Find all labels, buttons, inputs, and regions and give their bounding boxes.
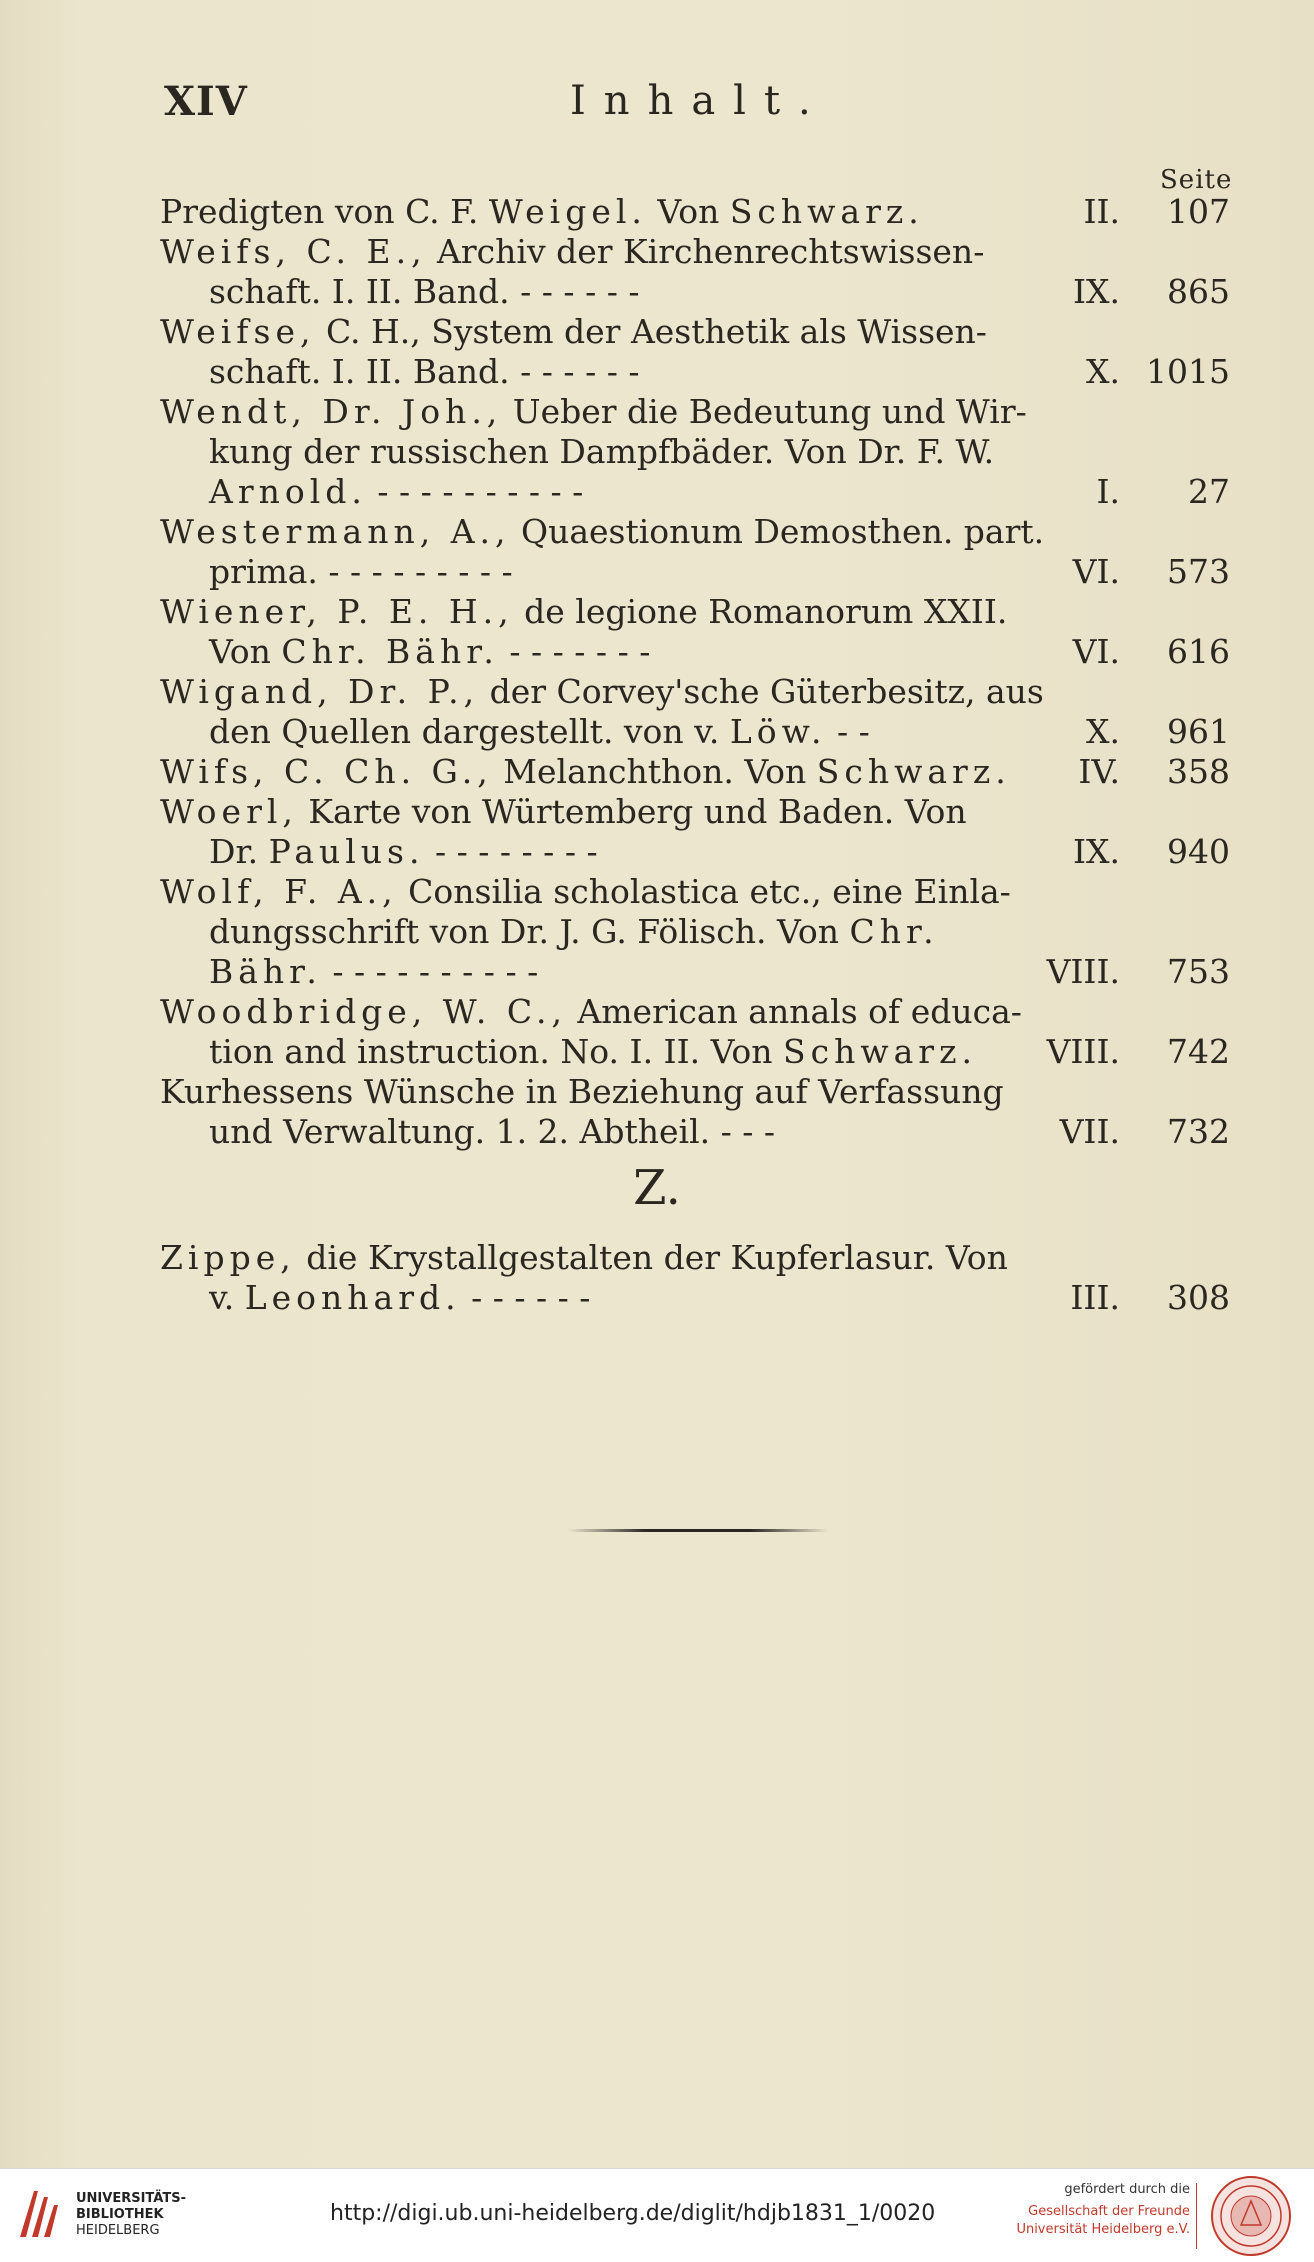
entry-page: 107	[1167, 192, 1230, 231]
entry-line	[160, 512, 1230, 552]
index-entry	[160, 592, 1230, 672]
entry-line	[160, 192, 1230, 232]
entry-page: 961	[1167, 712, 1230, 751]
entry-text: - -	[826, 712, 870, 751]
entry-name-spaced: Woodbridge, W. C.,	[160, 992, 567, 1031]
index-entry	[160, 192, 1230, 232]
entry-text: Karte von Würtemberg und Baden. Von	[297, 792, 967, 831]
entry-line	[160, 592, 1230, 632]
entry-text: den Quellen dargestellt. von v.	[209, 712, 730, 751]
entry-line	[160, 1278, 1230, 1318]
entry-text: Kurhessens Wünsche in Beziehung auf Verfassung	[160, 1072, 1004, 1111]
index-entry	[160, 752, 1230, 792]
entry-page: 358	[1167, 752, 1230, 791]
entry-line	[160, 992, 1230, 1032]
entry-line	[160, 1032, 1230, 1072]
entry-volume: III.	[1070, 1278, 1120, 1317]
entry-text: Von	[209, 632, 282, 671]
entry-name-spaced: Paulus.	[268, 832, 425, 871]
entry-page: 732	[1167, 1112, 1230, 1151]
entry-page: 573	[1167, 552, 1230, 591]
entry-line	[160, 232, 1230, 272]
entry-page: 753	[1167, 952, 1230, 991]
entry-volume: X.	[1086, 352, 1120, 391]
entry-name-spaced: Schwarz.	[783, 1032, 977, 1071]
entry-line	[160, 272, 1230, 312]
entry-volume: VII.	[1059, 1112, 1120, 1151]
page-column-label: Seite	[1160, 165, 1233, 195]
entry-text: - - - - - - - - - -	[366, 472, 584, 511]
entry-text: Dr.	[209, 832, 269, 871]
entry-name-spaced: Wendt, Dr. Joh.,	[160, 392, 503, 431]
entry-name-spaced: Bähr.	[209, 952, 322, 991]
entry-volume: IV.	[1078, 752, 1120, 791]
entry-text: American annals of educa-	[566, 992, 1022, 1031]
index-entry	[160, 672, 1230, 752]
entry-line	[160, 752, 1230, 792]
entry-page: 940	[1167, 832, 1230, 871]
library-name-line: BIBLIOTHEK	[76, 2207, 164, 2222]
entry-text: v.	[209, 1278, 245, 1317]
entry-volume: IX.	[1072, 272, 1120, 311]
index-entries-z	[160, 1238, 1230, 1318]
entry-page: 742	[1167, 1032, 1230, 1071]
index-entry	[160, 512, 1230, 592]
entry-line	[160, 952, 1230, 992]
entry-text: Ueber die Bedeutung und Wir-	[502, 392, 1027, 431]
entry-text: C. H., System der Aesthetik als Wissen-	[315, 312, 987, 351]
entry-line	[160, 1112, 1230, 1152]
end-rule	[568, 1528, 828, 1534]
page-header	[160, 78, 1240, 138]
entry-line	[160, 1072, 1230, 1112]
entry-text: - - - - - - -	[498, 632, 651, 671]
entry-text: - - - - - - - -	[424, 832, 598, 871]
entry-line	[160, 632, 1230, 672]
entry-name-spaced: Arnold.	[209, 472, 367, 511]
entry-volume: VIII.	[1046, 952, 1120, 991]
entry-page: 27	[1188, 472, 1230, 511]
entry-name-spaced: Wiener, P. E. H.,	[160, 592, 514, 631]
entry-text: kung der russischen Dampfbäder. Von Dr. F. W.	[209, 432, 995, 471]
entry-page: 1015	[1146, 352, 1230, 391]
entry-text: Von	[646, 192, 730, 231]
page-number: XIV	[164, 78, 248, 125]
entry-line	[160, 832, 1230, 872]
index-entry	[160, 312, 1230, 392]
entry-page: 616	[1167, 632, 1230, 671]
running-title: Inhalt.	[570, 78, 829, 124]
entry-volume: II.	[1083, 192, 1120, 231]
entry-line	[160, 792, 1230, 832]
entry-text: - - - - - -	[460, 1278, 591, 1317]
entry-text: tion and instruction. No. I. II. Von	[209, 1032, 784, 1071]
index-entry	[160, 392, 1230, 512]
entry-line	[160, 432, 1230, 472]
entry-text: die Krystallgestalten der Kupferlasur. Von	[295, 1238, 1008, 1277]
entry-name-spaced: Schwarz.	[816, 752, 1011, 791]
entry-text: de legione Romanorum XXII.	[513, 592, 1008, 631]
entry-name-spaced: Westermann, A.,	[160, 512, 511, 551]
index-entry	[160, 872, 1230, 992]
entry-name-spaced: Weifs, C. E.,	[160, 232, 427, 271]
index-entry	[160, 992, 1230, 1072]
footer-bar	[0, 2168, 1314, 2262]
entry-name-spaced: Chr. Bähr.	[281, 632, 499, 671]
sponsor-block	[1010, 2181, 1190, 2239]
entry-name-spaced: Löw.	[729, 712, 827, 751]
entry-text: Consilia scholastica etc., eine Einla-	[397, 872, 1011, 911]
library-name-line: HEIDELBERG	[76, 2223, 160, 2238]
footer-divider	[1196, 2183, 1197, 2249]
index-entry	[160, 1072, 1230, 1152]
library-name-line: UNIVERSITÄTS-	[76, 2191, 186, 2206]
permalink-url[interactable]: http://digi.ub.uni-heidelberg.de/diglit/hdjb1831_1/0020	[330, 2201, 936, 2226]
entry-text: der Corvey'sche Güterbesitz, aus	[479, 672, 1044, 711]
entry-text: und Verwaltung. 1. 2. Abtheil. - - -	[209, 1112, 776, 1151]
entry-volume: VI.	[1072, 552, 1120, 591]
entry-line	[160, 352, 1230, 392]
entry-text: prima. - - - - - - - - -	[209, 552, 513, 591]
sponsor-org-line: Universität Heidelberg e.V.	[1016, 2222, 1190, 2237]
entry-text: Predigten von C. F.	[160, 192, 489, 231]
university-seal-icon	[1210, 2175, 1292, 2257]
entry-page: 865	[1167, 272, 1230, 311]
entry-line	[160, 472, 1230, 512]
entry-volume: VIII.	[1046, 1032, 1120, 1071]
entry-volume: IX.	[1072, 832, 1120, 871]
entry-line	[160, 672, 1230, 712]
entry-text: Quaestionum Demosthen. part.	[510, 512, 1045, 551]
entry-line	[160, 1238, 1230, 1278]
entry-name-spaced: Chr.	[849, 912, 939, 951]
index-entry	[160, 232, 1230, 312]
entry-volume: I.	[1096, 472, 1120, 511]
entry-text: dungsschrift von Dr. J. G. Fölisch. Von	[209, 912, 850, 951]
entry-name-spaced: Weifse,	[160, 312, 316, 351]
entry-volume: VI.	[1072, 632, 1120, 671]
section-heading-z: Z.	[633, 1160, 681, 1216]
entry-text: Melanchthon. Von	[492, 752, 817, 791]
index-entry	[160, 1238, 1230, 1318]
entry-name-spaced: Schwarz.	[729, 192, 924, 231]
entry-line	[160, 872, 1230, 912]
entry-line	[160, 712, 1230, 752]
entry-text: Archiv der Kirchenrechtswissen-	[426, 232, 985, 271]
entry-name-spaced: Woerl,	[160, 792, 298, 831]
entry-text: schaft. I. II. Band. - - - - - -	[209, 272, 640, 311]
entry-line	[160, 312, 1230, 352]
entry-name-spaced: Weigel.	[488, 192, 647, 231]
entry-name-spaced: Wolf, F. A.,	[160, 872, 398, 911]
entry-text: - - - - - - - - - -	[321, 952, 539, 991]
entry-line	[160, 552, 1230, 592]
entry-name-spaced: Leonhard.	[244, 1278, 461, 1317]
entry-page: 308	[1167, 1278, 1230, 1317]
sponsor-label: gefördert durch die	[1064, 2182, 1190, 2197]
entry-volume: X.	[1086, 712, 1120, 751]
library-logo-icon	[14, 2183, 68, 2243]
entry-name-spaced: Wigand, Dr. P.,	[160, 672, 480, 711]
entry-line	[160, 912, 1230, 952]
library-name	[76, 2191, 186, 2239]
entry-name-spaced: Zippe,	[160, 1238, 296, 1277]
index-entry	[160, 792, 1230, 872]
entry-line	[160, 392, 1230, 432]
entry-name-spaced: Wifs, C. Ch. G.,	[160, 752, 493, 791]
index-entries	[160, 192, 1230, 1152]
entry-text: schaft. I. II. Band. - - - - - -	[209, 352, 640, 391]
sponsor-org-line: Gesellschaft der Freunde	[1028, 2204, 1190, 2219]
